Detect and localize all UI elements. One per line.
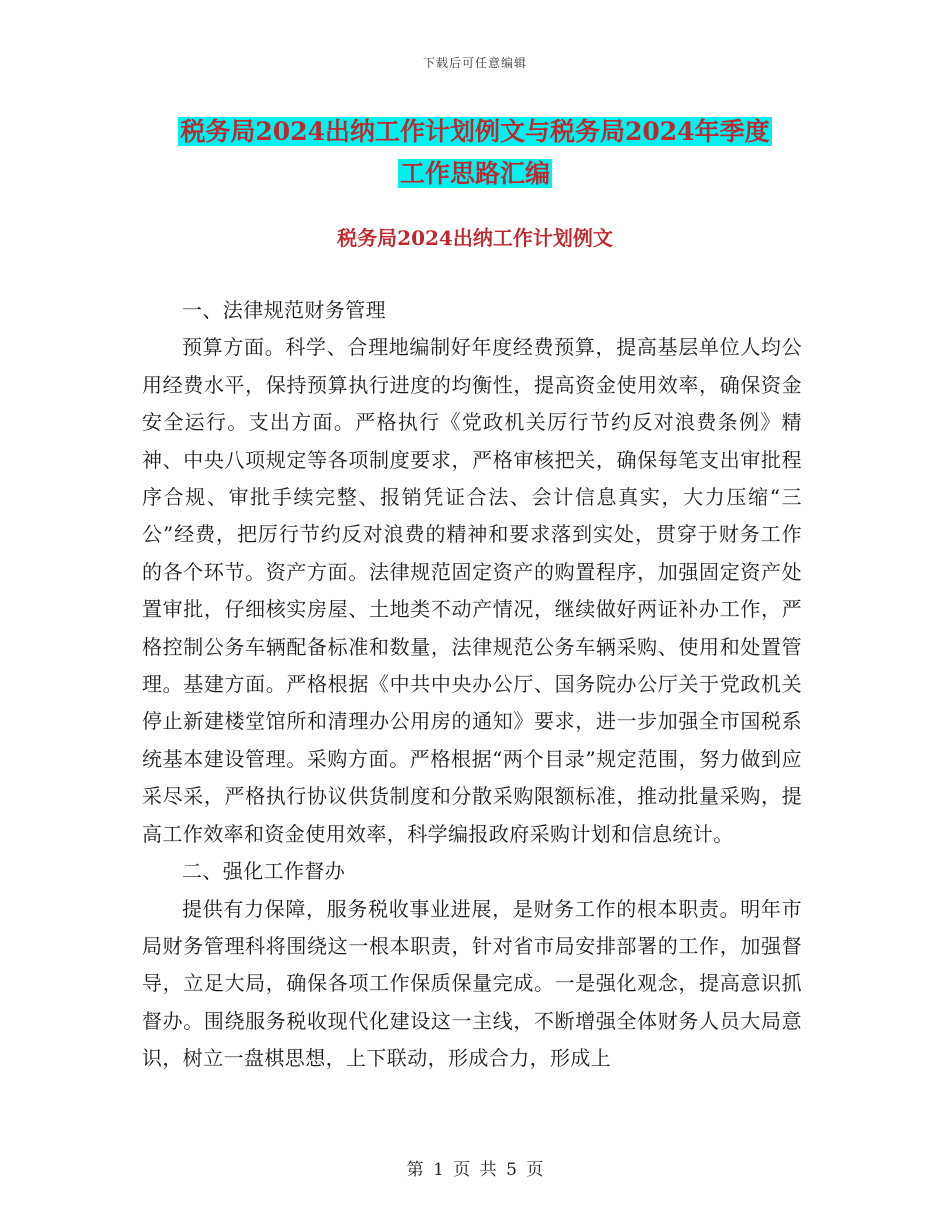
main-title-line-1: [0, 110, 950, 154]
heading-supervision: 二、强化工作督办: [182, 859, 346, 884]
main-title-text-2: 工作思路汇编: [399, 159, 550, 188]
main-title-line-2: [0, 152, 950, 196]
page-footer: 第 1 页 共 5 页: [406, 1160, 544, 1180]
document-body: [142, 292, 802, 1078]
paragraph-supervision: 提供有力保障，服务税收事业进展，是财务工作的根本职责。明年市局财务管理科将围绕这一根本职责，针对省市局安排部署的工作，加强督导，立足大局，确保各项工作保质保量完成。一是强化观念，提高意识抓督办。围绕服务税收现代化建设这一主线，不断增强全体财务人员大局意识，树立一盘棋思想，上下联动，形成合力，形成上: [142, 896, 802, 1071]
heading-legal-finance: 一、法律规范财务管理: [182, 298, 386, 322]
paragraph-budget: 预算方面。科学、合理地编制好年度经费预算，提高基层单位人均公用经费水平，保持预算执行进度的均衡性，提高资金使用效率，确保资金安全运行。支出方面。严格执行《党政机关厉行节约反对浪费条例》精神、中央八项规定等各项制度要求，严格审核把关，确保每笔支出审批程序合规、审批手续完整、报销凭证合法、会计信息真实，大力压缩“三公”经费，把厉行节约反对浪费的精神和要求落到实处，贯穿于财务工作的各个环节。资产方面。法律规范固定资产的购置程序，加强固定资产处置审批，仔细核实房屋、土地类不动产情况，继续做好两证补办工作，严格控制公务车辆配备标准和数量，法律规范公务车辆采购、使用和处置管理。基建方面。严格根据《中共中央办公厅、国务院办公厅关于党政机关停止新建楼堂馆所和清理办公用房的通知》要求，进一步加强全市国税系统基本建设管理。采购方面。严格根据“两个目录”规定范围，努力做到应采尽采，严格执行协议供货制度和分散采购限额标准，推动批量采购，提高工作效率和资金使用效率，科学编报政府采购计划和信息统计。: [142, 335, 802, 846]
section-title: 税务局2024出纳工作计划例文: [337, 226, 613, 250]
header-note: 下载后可任意编辑: [422, 56, 527, 70]
main-title-text-1: 税务局2024出纳工作计划例文与税务局2024年季度: [180, 117, 770, 146]
